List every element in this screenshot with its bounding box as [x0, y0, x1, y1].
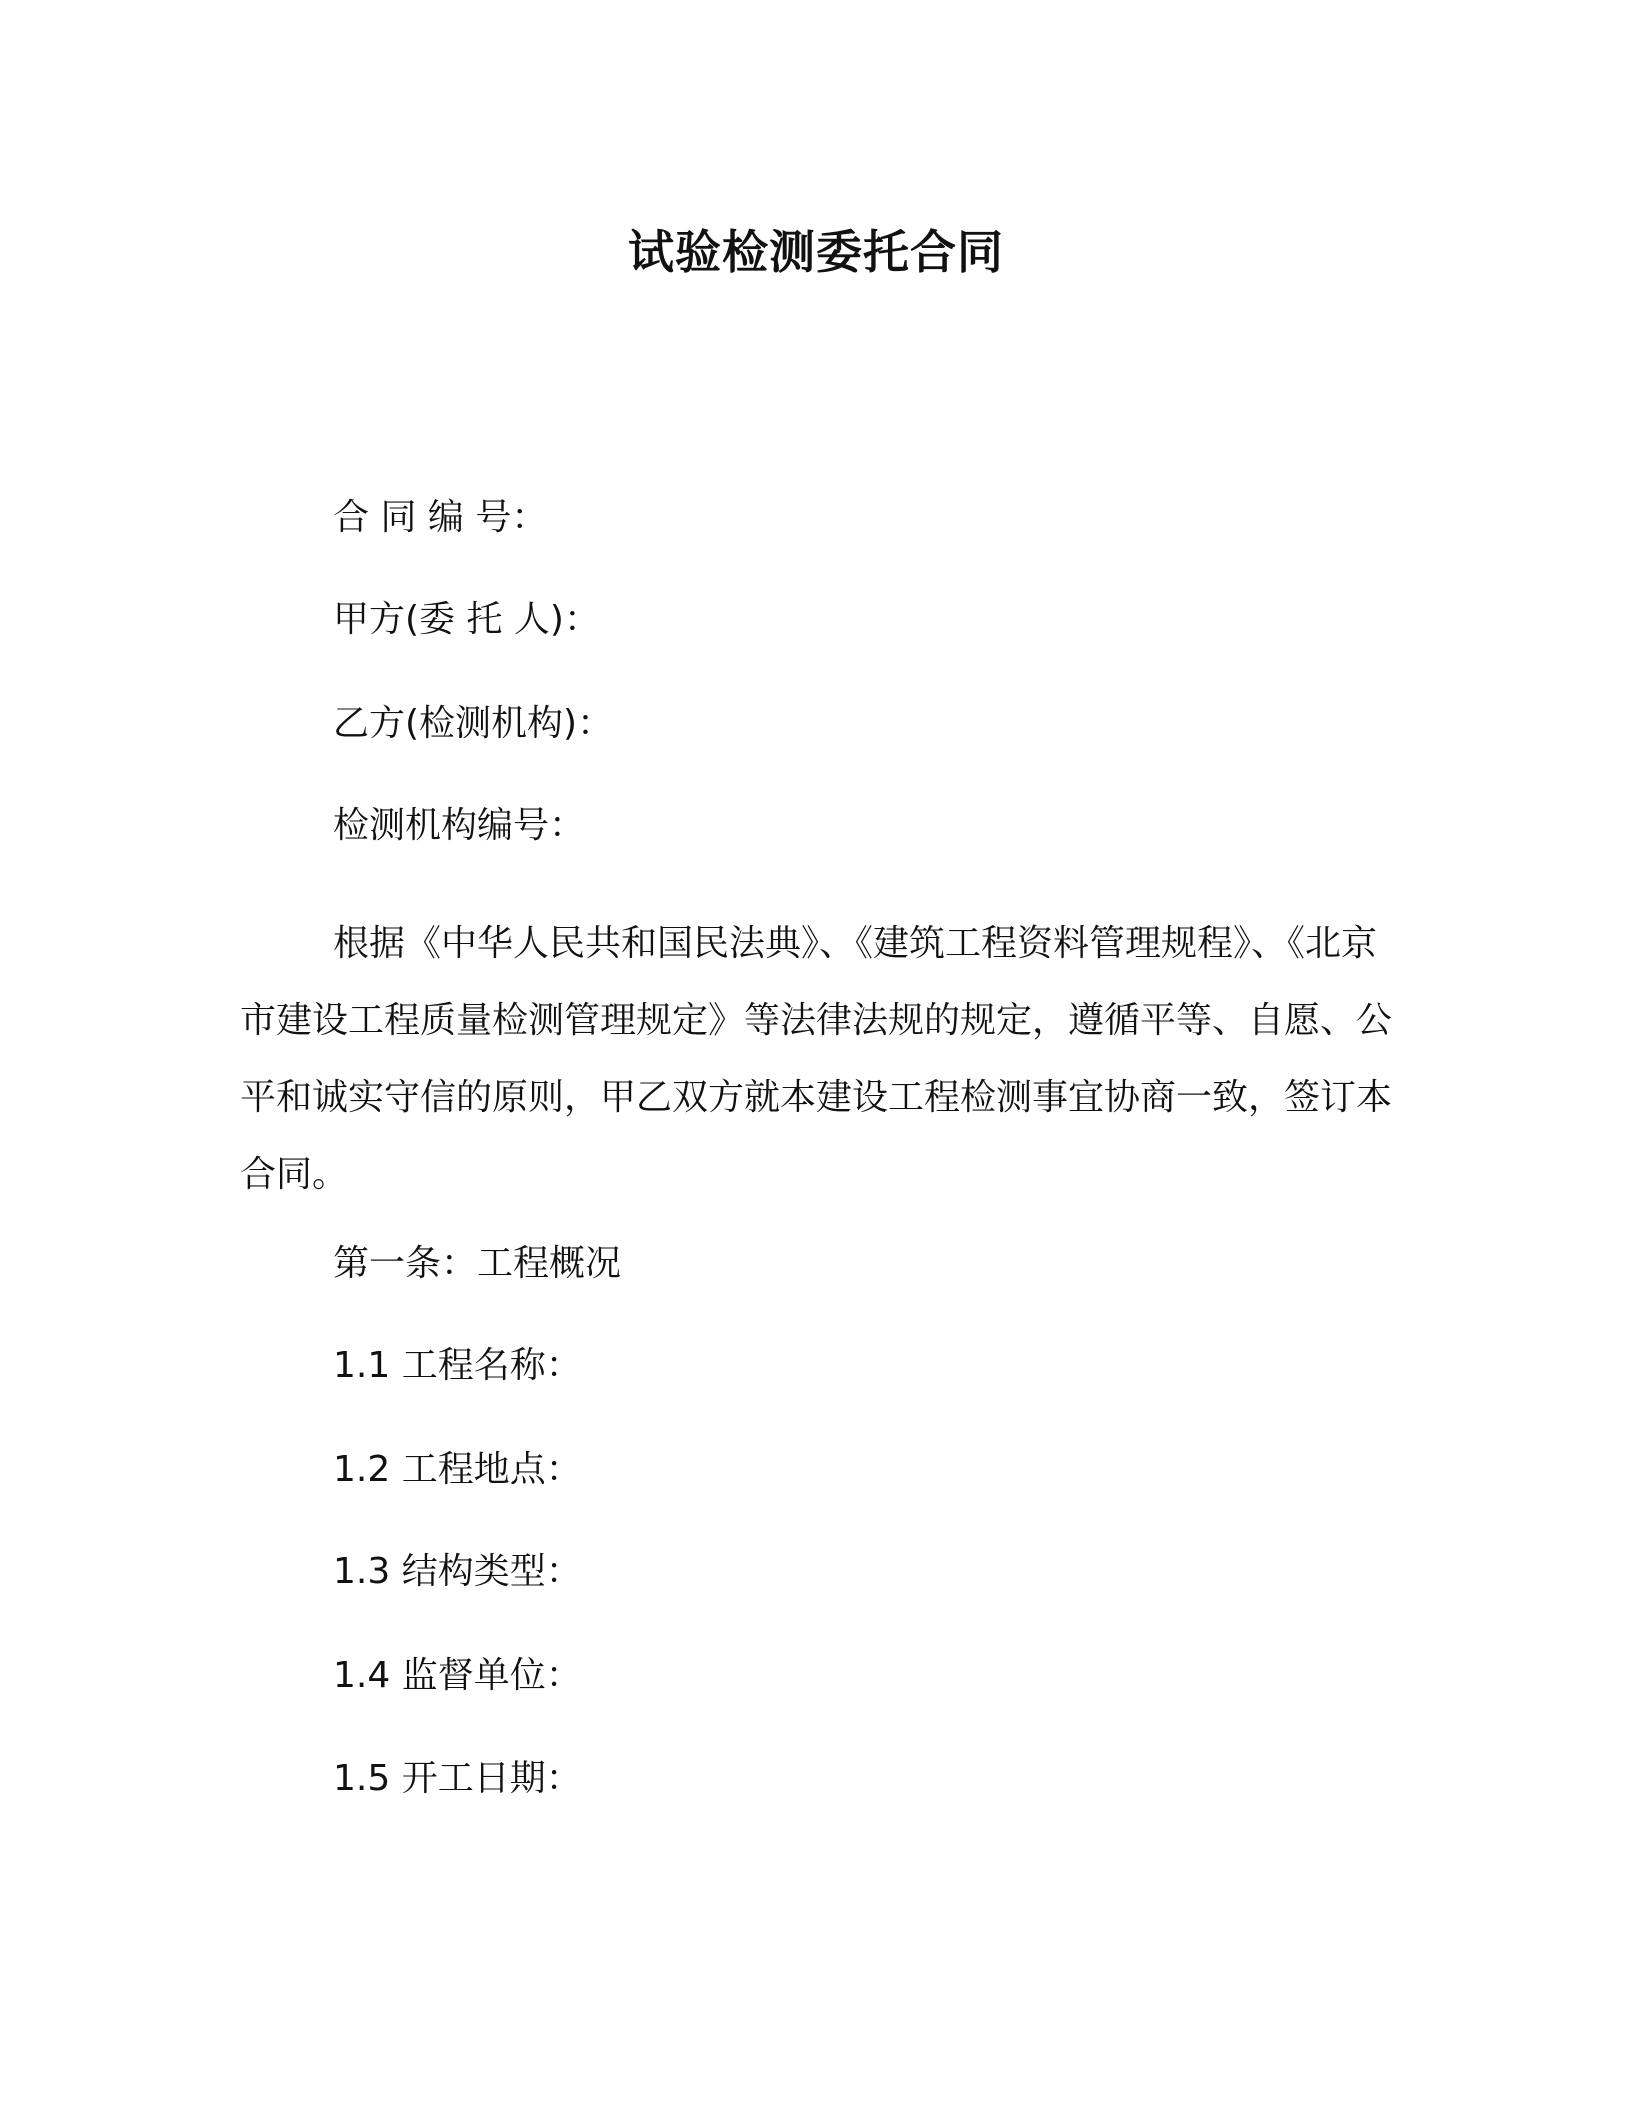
intro-paragraph: 根据《中华人民共和国民法典》、《建筑工程资料管理规程》、《北京市建设工程质量检测管理规定》等法律法规的规定，遵循平等、自愿、公平和诚实守信的原则，甲乙双方就本建设工程检测事宜协商一致，签订本合同。: [240, 923, 1393, 1195]
structure-type-label: 1.3 结构类型：: [333, 1551, 582, 1592]
document-title: 试验检测委托合同: [628, 225, 1004, 279]
supervision-unit-label: 1.4 监督单位：: [333, 1655, 582, 1696]
project-location-label: 1.2 工程地点：: [333, 1449, 582, 1490]
start-date-label: 1.5 开工日期：: [333, 1758, 582, 1799]
article-1-heading: 第一条：工程概况: [333, 1243, 622, 1284]
party-a-label: 甲方(委 托 人)：: [333, 599, 600, 640]
contract-number-label: 合 同 编 号：: [333, 497, 548, 538]
project-name-label: 1.1 工程名称：: [333, 1345, 582, 1386]
party-b-label: 乙方(检测机构)：: [333, 703, 614, 744]
agency-number-label: 检测机构编号：: [333, 805, 586, 846]
